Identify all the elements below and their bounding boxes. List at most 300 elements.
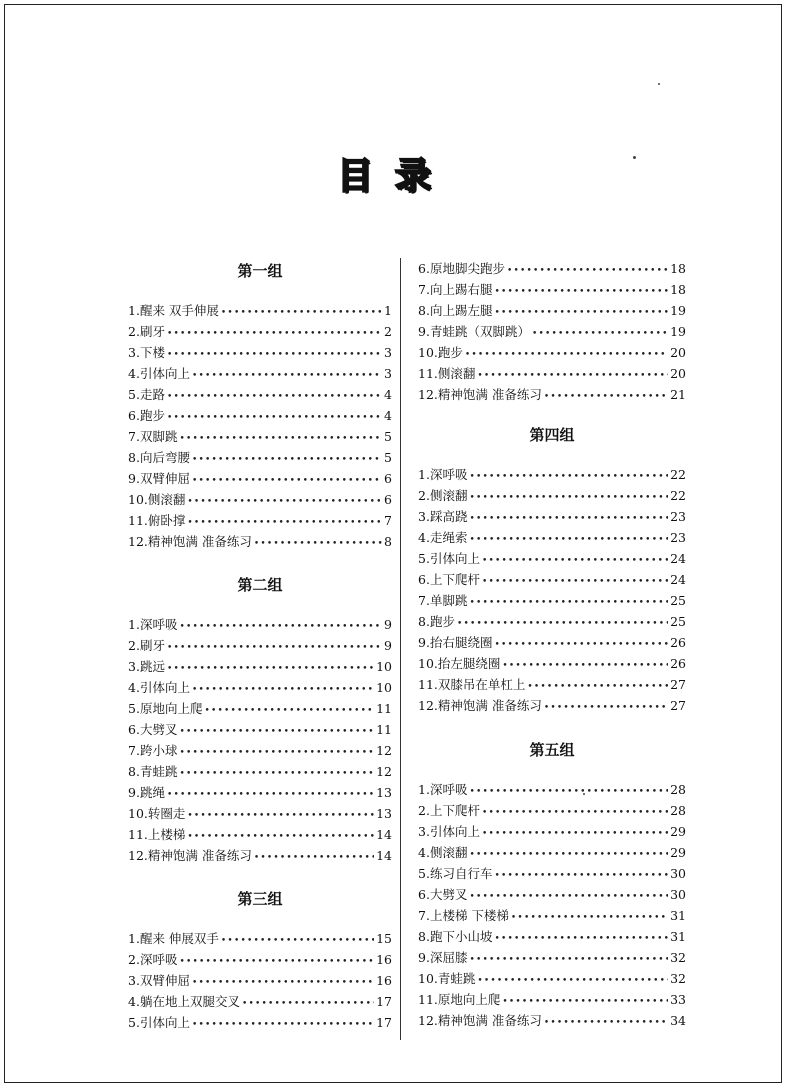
dot-leader: [192, 450, 382, 471]
entry-title: 上下爬杆: [429, 803, 480, 818]
dot-leader: [469, 593, 668, 614]
entry-number: 8.: [128, 450, 140, 465]
entry-page-number: 12: [376, 764, 392, 779]
entry-number: 6.: [418, 887, 430, 902]
entry-page-number: 22: [670, 488, 686, 503]
entry-number: 9.: [418, 950, 430, 965]
toc-group-5: [418, 739, 686, 1031]
entry-title: 精神饱满 准备练习: [437, 387, 542, 402]
toc-entry[interactable]: [128, 426, 392, 447]
entry-title: 侧滚翻: [147, 492, 186, 507]
entry-page-number: 5: [384, 429, 392, 444]
dot-leader: [187, 806, 374, 827]
dot-leader: [192, 366, 382, 387]
toc-entry[interactable]: [418, 674, 686, 695]
entry-number: 7.: [128, 429, 140, 444]
entry-page-number: 5: [384, 450, 392, 465]
entry-title: 刷牙: [139, 324, 165, 339]
toc-entry[interactable]: [128, 300, 392, 321]
toc-entry[interactable]: [128, 321, 392, 342]
toc-entry[interactable]: [128, 1012, 392, 1033]
entry-title: 大劈叉: [139, 722, 178, 737]
dot-leader: [204, 701, 374, 722]
dot-leader: [254, 534, 382, 555]
entry-title: 青蛙跳: [139, 764, 178, 779]
entry-number: 10.: [418, 971, 438, 986]
entry-number: 7.: [128, 743, 140, 758]
toc-entry[interactable]: [128, 803, 392, 824]
toc-entry[interactable]: [128, 824, 392, 845]
entry-title: 原地脚尖跑步: [429, 261, 505, 276]
entry-title: 向后弯腰: [139, 450, 190, 465]
entry-page-number: 20: [670, 345, 686, 360]
toc-entry[interactable]: [418, 800, 686, 821]
toc-item-list: [418, 464, 686, 716]
entry-title: 侧滚翻: [437, 366, 476, 381]
toc-entry[interactable]: [128, 384, 392, 405]
entry-page-number: 27: [670, 677, 686, 692]
toc-entry[interactable]: [418, 632, 686, 653]
entry-page-number: 17: [376, 1015, 392, 1030]
entry-title: 上楼梯: [147, 827, 186, 842]
entry-number: 4.: [128, 366, 140, 381]
entry-page-number: 29: [670, 845, 686, 860]
entry-page-number: 27: [670, 698, 686, 713]
entry-title: 向上踢左腿: [429, 303, 493, 318]
entry-page-number: 23: [670, 530, 686, 545]
entry-number: 9.: [128, 785, 140, 800]
entry-page-number: 16: [376, 952, 392, 967]
dot-leader: [167, 638, 382, 659]
entry-number: 4.: [418, 845, 430, 860]
entry-page-number: 3: [384, 366, 392, 381]
toc-entry[interactable]: [128, 761, 392, 782]
dot-leader: [511, 908, 668, 929]
entry-title: 大劈叉: [429, 887, 468, 902]
entry-number: 4.: [418, 530, 430, 545]
dot-leader: [469, 782, 668, 803]
entry-number: 11.: [128, 827, 148, 842]
group-title: 第三组: [237, 890, 283, 908]
entry-page-number: 20: [670, 366, 686, 381]
dot-leader: [465, 345, 668, 366]
group-title: 第二组: [237, 576, 283, 594]
entry-title: 跳绳: [139, 785, 165, 800]
entry-page-number: 9: [384, 617, 392, 632]
entry-number: 3.: [128, 345, 140, 360]
toc-entry[interactable]: [128, 342, 392, 363]
entry-number: 9.: [418, 324, 430, 339]
toc-entry[interactable]: [418, 342, 686, 363]
dot-leader: [532, 324, 668, 345]
toc-entry[interactable]: [128, 740, 392, 761]
entry-title: 走路: [139, 387, 165, 402]
dot-leader: [167, 324, 382, 345]
entry-number: 12.: [128, 848, 148, 863]
entry-title: 双膝吊在单杠上: [437, 677, 526, 692]
dot-leader: [192, 680, 374, 701]
entry-page-number: 32: [670, 950, 686, 965]
entry-page-number: 11: [376, 701, 392, 716]
dot-leader: [544, 1013, 668, 1034]
entry-page-number: 7: [384, 513, 392, 528]
dot-leader: [167, 408, 382, 429]
entry-number: 1.: [128, 303, 140, 318]
entry-page-number: 26: [670, 656, 686, 671]
entry-page-number: 24: [670, 551, 686, 566]
entry-page-number: 28: [670, 803, 686, 818]
entry-number: 7.: [418, 593, 430, 608]
entry-page-number: 8: [384, 534, 392, 549]
entry-page-number: 13: [376, 785, 392, 800]
toc-group-3-continued: [418, 258, 686, 405]
dot-leader: [179, 429, 382, 450]
entry-page-number: 19: [670, 324, 686, 339]
entry-page-number: 28: [670, 782, 686, 797]
entry-number: 8.: [418, 303, 430, 318]
entry-page-number: 33: [670, 992, 686, 1007]
entry-number: 1.: [128, 931, 140, 946]
toc-item-list: [128, 614, 392, 866]
entry-title: 下楼: [139, 345, 165, 360]
entry-title: 引体向上: [139, 1015, 190, 1030]
entry-number: 7.: [418, 908, 430, 923]
entry-page-number: 15: [376, 931, 392, 946]
entry-page-number: 17: [376, 994, 392, 1009]
entry-title: 侧滚翻: [429, 845, 468, 860]
toc-entry[interactable]: [128, 970, 392, 991]
entry-page-number: 18: [670, 282, 686, 297]
entry-number: 12.: [418, 387, 438, 402]
toc-item-list: [418, 258, 686, 405]
entry-number: 12.: [128, 534, 148, 549]
entry-page-number: 14: [376, 848, 392, 863]
toc-entry[interactable]: [418, 485, 686, 506]
entry-number: 1.: [418, 467, 430, 482]
toc-entry[interactable]: [418, 548, 686, 569]
entry-page-number: 2: [384, 324, 392, 339]
toc-entry[interactable]: [128, 447, 392, 468]
toc-entry[interactable]: [128, 991, 392, 1012]
entry-page-number: 19: [670, 303, 686, 318]
entry-page-number: 4: [384, 408, 392, 423]
dot-leader: [254, 848, 374, 869]
entry-page-number: 31: [670, 929, 686, 944]
toc-entry[interactable]: [418, 464, 686, 485]
dot-leader: [179, 952, 374, 973]
toc-entry[interactable]: [128, 677, 392, 698]
entry-number: 4.: [128, 994, 140, 1009]
dot-leader: [469, 509, 668, 530]
toc-entry[interactable]: [128, 510, 392, 531]
toc-entry[interactable]: [418, 968, 686, 989]
entry-number: 4.: [128, 680, 140, 695]
dot-leader: [544, 698, 668, 719]
toc-group-3: [128, 888, 392, 1033]
entry-number: 10.: [418, 656, 438, 671]
toc-entry[interactable]: [418, 821, 686, 842]
toc-entry[interactable]: [128, 468, 392, 489]
toc-item-list: [128, 300, 392, 552]
dot-leader: [482, 572, 668, 593]
toc-entry[interactable]: [128, 489, 392, 510]
entry-title: 跑步: [139, 408, 165, 423]
entry-number: 3.: [418, 509, 430, 524]
toc-entry[interactable]: [418, 569, 686, 590]
toc-title: [0, 148, 790, 199]
column-divider: [400, 258, 401, 1040]
toc-entry[interactable]: [418, 279, 686, 300]
toc-entry[interactable]: [128, 719, 392, 740]
toc-entry[interactable]: [418, 300, 686, 321]
entry-page-number: 6: [384, 471, 392, 486]
dot-leader: [527, 677, 668, 698]
entry-page-number: 31: [670, 908, 686, 923]
entry-page-number: 10: [376, 680, 392, 695]
toc-title-text: 目录: [336, 156, 453, 197]
group-title: 第五组: [529, 741, 575, 759]
toc-entry[interactable]: [418, 321, 686, 342]
entry-title: 深呼吸: [139, 952, 178, 967]
entry-number: 5.: [418, 866, 430, 881]
dot-leader: [494, 282, 668, 303]
entry-number: 10.: [128, 492, 148, 507]
entry-title: 深呼吸: [429, 467, 468, 482]
entry-title: 侧滚翻: [429, 488, 468, 503]
entry-number: 5.: [128, 701, 140, 716]
toc-group-1: [128, 260, 392, 552]
toc-entry[interactable]: [418, 947, 686, 968]
entry-number: 2.: [128, 952, 140, 967]
entry-number: 10.: [418, 345, 438, 360]
entry-page-number: 13: [376, 806, 392, 821]
toc-entry[interactable]: [418, 653, 686, 674]
toc-entry[interactable]: [418, 863, 686, 884]
dot-leader: [469, 950, 668, 971]
entry-number: 8.: [128, 764, 140, 779]
dot-leader: [482, 551, 668, 572]
entry-title: 精神饱满 准备练习: [147, 848, 252, 863]
toc-entry[interactable]: [128, 531, 392, 552]
entry-page-number: 23: [670, 509, 686, 524]
entry-page-number: 34: [670, 1013, 686, 1028]
entry-number: 11.: [418, 992, 438, 1007]
entry-number: 3.: [128, 973, 140, 988]
entry-page-number: 1: [384, 303, 392, 318]
entry-title: 引体向上: [139, 680, 190, 695]
entry-page-number: 16: [376, 973, 392, 988]
entry-page-number: 32: [670, 971, 686, 986]
dot-leader: [482, 803, 668, 824]
entry-page-number: 9: [384, 638, 392, 653]
entry-title: 精神饱满 准备练习: [437, 1013, 542, 1028]
toc-entry[interactable]: [418, 926, 686, 947]
entry-title: 跑下小山坡: [429, 929, 493, 944]
entry-number: 6.: [128, 722, 140, 737]
dot-leader: [469, 488, 668, 509]
entry-title: 跑步: [429, 614, 455, 629]
entry-number: 9.: [128, 471, 140, 486]
entry-number: 12.: [418, 1013, 438, 1028]
entry-page-number: 6: [384, 492, 392, 507]
entry-title: 引体向上: [429, 551, 480, 566]
entry-title: 原地向上爬: [139, 701, 203, 716]
dot-leader: [477, 971, 668, 992]
entry-title: 精神饱满 准备练习: [147, 534, 252, 549]
toc-entry[interactable]: [418, 258, 686, 279]
entry-number: 11.: [128, 513, 148, 528]
entry-number: 1.: [418, 782, 430, 797]
entry-title: 踩高跷: [429, 509, 468, 524]
dot-leader: [179, 722, 374, 743]
dot-leader: [482, 824, 668, 845]
toc-entry[interactable]: [418, 590, 686, 611]
toc-entry[interactable]: [418, 506, 686, 527]
dot-leader: [167, 345, 382, 366]
entry-number: 3.: [128, 659, 140, 674]
toc-item-list: [128, 928, 392, 1033]
toc-entry[interactable]: [128, 928, 392, 949]
dot-leader: [167, 659, 374, 680]
entry-number: 2.: [418, 803, 430, 818]
dot-leader: [192, 1015, 374, 1036]
toc-entry[interactable]: [418, 779, 686, 800]
entry-page-number: 12: [376, 743, 392, 758]
entry-title: 抬左腿绕圈: [437, 656, 501, 671]
entry-number: 5.: [128, 1015, 140, 1030]
entry-number: 3.: [418, 824, 430, 839]
toc-entry[interactable]: [128, 656, 392, 677]
entry-number: 2.: [128, 324, 140, 339]
toc-entry[interactable]: [128, 698, 392, 719]
dot-leader: [221, 931, 374, 952]
dot-leader: [242, 994, 374, 1015]
dot-leader: [167, 785, 374, 806]
entry-page-number: 14: [376, 827, 392, 842]
entry-page-number: 30: [670, 866, 686, 881]
entry-number: 8.: [418, 614, 430, 629]
scan-speck: [658, 83, 660, 85]
dot-leader: [494, 929, 668, 950]
toc-entry[interactable]: [418, 611, 686, 632]
entry-number: 6.: [418, 261, 430, 276]
entry-page-number: 24: [670, 572, 686, 587]
entry-title: 青蛙跳（双脚跳）: [429, 324, 530, 339]
entry-page-number: 26: [670, 635, 686, 650]
entry-title: 醒来 伸展双手: [139, 931, 219, 946]
entry-page-number: 4: [384, 387, 392, 402]
entry-title: 双臂伸屈: [139, 973, 190, 988]
toc-entry[interactable]: [128, 614, 392, 635]
dot-leader: [502, 656, 668, 677]
entry-number: 1.: [128, 617, 140, 632]
entry-number: 11.: [418, 677, 438, 692]
entry-title: 上下爬杆: [429, 572, 480, 587]
dot-leader: [507, 261, 668, 282]
dot-leader: [469, 845, 668, 866]
entry-title: 引体向上: [139, 366, 190, 381]
entry-title: 双臂伸屈: [139, 471, 190, 486]
entry-title: 深屈膝: [429, 950, 468, 965]
entry-page-number: 25: [670, 614, 686, 629]
entry-page-number: 22: [670, 467, 686, 482]
entry-title: 跨小球: [139, 743, 178, 758]
toc-entry[interactable]: [418, 1010, 686, 1031]
entry-number: 5.: [128, 387, 140, 402]
entry-page-number: 10: [376, 659, 392, 674]
toc-entry[interactable]: [418, 695, 686, 716]
toc-item-list: [418, 779, 686, 1031]
toc-entry[interactable]: [418, 884, 686, 905]
entry-number: 6.: [418, 572, 430, 587]
entry-page-number: 30: [670, 887, 686, 902]
toc-entry[interactable]: [418, 905, 686, 926]
toc-entry[interactable]: [128, 949, 392, 970]
entry-title: 上楼梯 下楼梯: [429, 908, 509, 923]
entry-title: 转圈走: [147, 806, 186, 821]
toc-entry[interactable]: [418, 989, 686, 1010]
entry-page-number: 25: [670, 593, 686, 608]
toc-entry[interactable]: [128, 363, 392, 384]
dot-leader: [167, 387, 382, 408]
toc-entry[interactable]: [128, 845, 392, 866]
toc-group-4: [418, 424, 686, 716]
dot-leader: [494, 866, 668, 887]
dot-leader: [494, 635, 668, 656]
dot-leader: [192, 471, 382, 492]
toc-group-2: [128, 574, 392, 866]
entry-page-number: 11: [376, 722, 392, 737]
toc-entry[interactable]: [128, 635, 392, 656]
entry-number: 9.: [418, 635, 430, 650]
dot-leader: [187, 492, 382, 513]
entry-number: 7.: [418, 282, 430, 297]
entry-number: 11.: [418, 366, 438, 381]
entry-number: 8.: [418, 929, 430, 944]
entry-title: 练习自行车: [429, 866, 493, 881]
group-title: 第一组: [237, 262, 283, 280]
entry-title: 俯卧撑: [147, 513, 186, 528]
toc-entry[interactable]: [418, 363, 686, 384]
entry-title: 青蛙跳: [437, 971, 476, 986]
entry-number: 10.: [128, 806, 148, 821]
entry-title: 深呼吸: [139, 617, 178, 632]
dot-leader: [469, 467, 668, 488]
entry-number: 2.: [128, 638, 140, 653]
entry-number: 5.: [418, 551, 430, 566]
entry-number: 2.: [418, 488, 430, 503]
group-title: 第四组: [529, 426, 575, 444]
entry-page-number: 3: [384, 345, 392, 360]
dot-leader: [469, 530, 668, 551]
toc-entry[interactable]: [418, 527, 686, 548]
toc-entry[interactable]: [128, 782, 392, 803]
entry-title: 抬右腿绕圈: [429, 635, 493, 650]
entry-title: 走绳索: [429, 530, 468, 545]
toc-entry[interactable]: [418, 384, 686, 405]
entry-title: 跑步: [437, 345, 463, 360]
dot-leader: [221, 303, 382, 324]
dot-leader: [179, 764, 374, 785]
scan-speck: [583, 793, 585, 795]
dot-leader: [544, 387, 668, 408]
entry-number: 6.: [128, 408, 140, 423]
toc-entry[interactable]: [128, 405, 392, 426]
entry-title: 刷牙: [139, 638, 165, 653]
entry-title: 单脚跳: [429, 593, 468, 608]
entry-title: 向上踢右腿: [429, 282, 493, 297]
toc-entry[interactable]: [418, 842, 686, 863]
